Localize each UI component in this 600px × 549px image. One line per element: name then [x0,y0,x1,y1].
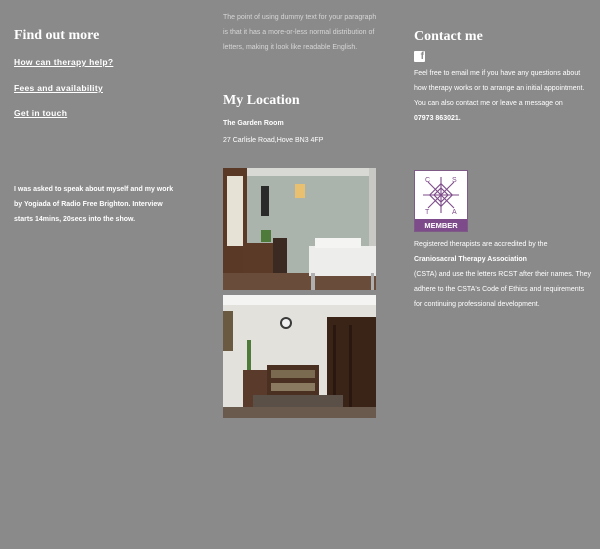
link-therapy-help[interactable]: How can therapy help? [14,57,114,67]
registered-paragraph [414,237,594,312]
phone-number[interactable]: 07973 863021. [414,115,461,122]
csta-logo-icon [415,171,467,231]
find-out-more-heading: Find out more [14,28,100,43]
reading-corner-image [223,295,376,418]
facebook-icon[interactable]: f [414,51,425,62]
reading-corner-photo [223,295,376,418]
badge-letter-c: C [425,177,431,184]
csta-member-badge[interactable] [414,170,468,232]
venue-name: The Garden Room [223,120,284,127]
badge-member-label: MEMBER [424,221,458,230]
my-location-heading: My Location [223,93,300,108]
badge-letter-t: T [425,209,430,216]
link-fees-availability[interactable]: Fees and availability [14,83,103,93]
association-name[interactable]: Craniosacral Therapy Association [414,256,527,263]
contact-me-heading: Contact me [414,29,483,44]
treatment-room-image [223,168,376,290]
registered-text-1: Registered therapists are accredited by the [414,241,548,248]
badge-letter-s: S [452,177,457,184]
badge-letter-a: A [452,209,457,216]
treatment-room-photo [223,168,376,290]
radio-interview-text: I was asked to speak about myself and my work by Yogiada of Radio Free Brighton. Interview starts 14mins, 20secs into the show. [14,186,174,223]
venue-address: 27 Carlisle Road,Hove BN3 4FP [223,137,324,144]
intro-paragraph: The point of using dummy text for your paragraph is that it has a more-or-less normal distribution of letters, making it look like readable English. [223,14,377,51]
contact-paragraph [414,66,594,126]
contact-text: Feel free to email me if you have any questions about how therapy works or to arrange an initial appointment. You can also contact me or leave a message on [414,70,585,107]
link-get-in-touch[interactable]: Get in touch [14,108,68,118]
registered-text-2: (CSTA) and use the letters RCST after their names. They adhere to the CSTA's Code of Ethics and requirements for continuing professional development. [414,271,592,308]
